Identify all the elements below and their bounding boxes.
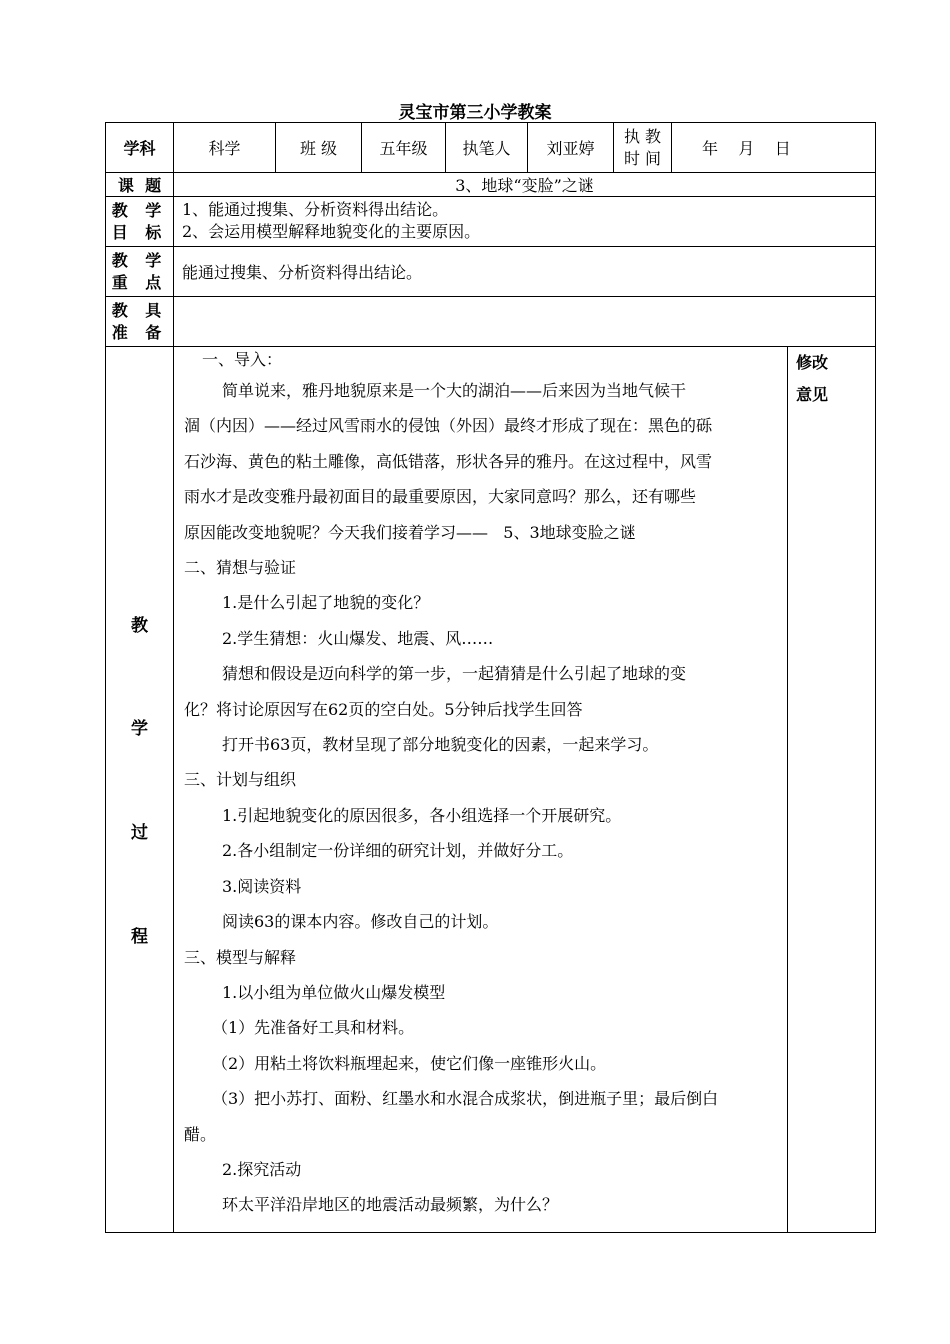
process-line: 1.以小组为单位做火山爆发模型: [222, 982, 446, 1002]
process-content: [174, 347, 788, 1233]
author-value: 刘亚婷: [528, 123, 614, 173]
process-label-char: 过: [131, 823, 148, 843]
lesson-plan-table: [105, 122, 876, 1233]
teaching-date-label-line1: 执 教: [623, 126, 662, 146]
teaching-date-label: [614, 123, 672, 173]
topic-label: 课 题: [106, 173, 174, 197]
process-line: 化？将讨论原因写在62页的空白处。5分钟后找学生回答: [184, 699, 583, 719]
process-line: 阅读63的课本内容。修改自己的计划。: [222, 912, 499, 932]
process-line: 三、计划与组织: [184, 770, 297, 790]
process-line: 涸（内因）——经过风雪雨水的侵蚀（外因）最终才形成了现在：黑色的砾: [184, 416, 713, 436]
process-line: 简单说来，雅丹地貌原来是一个大的湖泊——后来因为当地气候干: [222, 381, 687, 400]
page-title: 灵宝市第三小学教案: [398, 103, 552, 123]
revision-notes: [788, 347, 876, 1233]
materials-value: [174, 297, 876, 347]
process-line: 醋。: [184, 1124, 217, 1144]
process-label-char: 教: [131, 616, 148, 636]
revision-label-line1: 修改: [796, 353, 829, 372]
topic-value: 3、地球“变脸”之谜: [174, 173, 876, 197]
goals-label: 教 学 目 标: [106, 197, 174, 247]
process-line: 一、导入：: [202, 350, 283, 369]
goal-item: 2、会运用模型解释地貌变化的主要原因。: [182, 222, 481, 241]
process-line: （2）用粘土将饮料瓶埋起来，使它们像一座锥形火山。: [212, 1053, 607, 1073]
process-line: 1.引起地貌变化的原因很多，各小组选择一个开展研究。: [222, 805, 622, 825]
process-label-char: 学: [131, 719, 148, 739]
materials-label: 教 具 准 备: [106, 297, 174, 347]
key-points-label: 教 学 重 点: [106, 247, 174, 297]
process-line: （3）把小苏打、面粉、红墨水和水混合成浆状，倒进瓶子里；最后倒白: [212, 1089, 719, 1109]
goals-list: [174, 197, 876, 247]
process-line: 2.学生猜想：火山爆发、地震、风……: [222, 628, 494, 648]
author-label: 执笔人: [446, 123, 528, 173]
teaching-date-value: 年 月 日: [672, 123, 876, 173]
goals-row: [106, 197, 876, 247]
process-line: 打开书63页，教材呈现了部分地貌变化的因素，一起来学习。: [222, 735, 659, 755]
revision-label-line2: 意见: [796, 385, 829, 404]
process-line: 二、猜想与验证: [184, 558, 297, 578]
teaching-date-label-line2: 时 间: [623, 148, 662, 168]
topic-row: [106, 173, 876, 197]
process-line: （1）先准备好工具和材料。: [212, 1018, 415, 1038]
process-line: 原因能改变地貌呢？今天我们接着学习—— 5、3地球变脸之谜: [184, 522, 636, 542]
key-points-value: 能通过搜集、分析资料得出结论。: [174, 247, 876, 297]
process-row: [106, 347, 876, 1233]
process-line: 环太平洋沿岸地区的地震活动最频繁，为什么？: [222, 1195, 559, 1215]
class-label: 班 级: [276, 123, 362, 173]
process-line: 三、模型与解释: [184, 947, 297, 967]
process-line: 3.阅读资料: [222, 876, 302, 896]
materials-row: [106, 297, 876, 347]
process-label-char: 程: [131, 927, 148, 947]
process-line: 2.探究活动: [222, 1159, 302, 1179]
process-line: 猜想和假设是迈向科学的第一步，一起猜猜是什么引起了地球的变: [222, 664, 687, 684]
process-line: 雨水才是改变雅丹最初面目的最重要原因，大家同意吗？那么，还有哪些: [184, 487, 697, 507]
process-line: 2.各小组制定一份详细的研究计划，并做好分工。: [222, 841, 574, 861]
class-value: 五年级: [362, 123, 446, 173]
goal-item: 1、能通过搜集、分析资料得出结论。: [182, 200, 449, 219]
subject-value: 科学: [174, 123, 276, 173]
process-label: [106, 347, 174, 1233]
key-points-row: [106, 247, 876, 297]
header-row: [106, 123, 876, 173]
subject-label: 学科: [106, 123, 174, 173]
process-line: 石沙海、黄色的粘土雕像，高低错落，形状各异的雅丹。在这过程中，风雪: [184, 451, 713, 471]
process-line: 1.是什么引起了地貌的变化？: [222, 593, 430, 613]
